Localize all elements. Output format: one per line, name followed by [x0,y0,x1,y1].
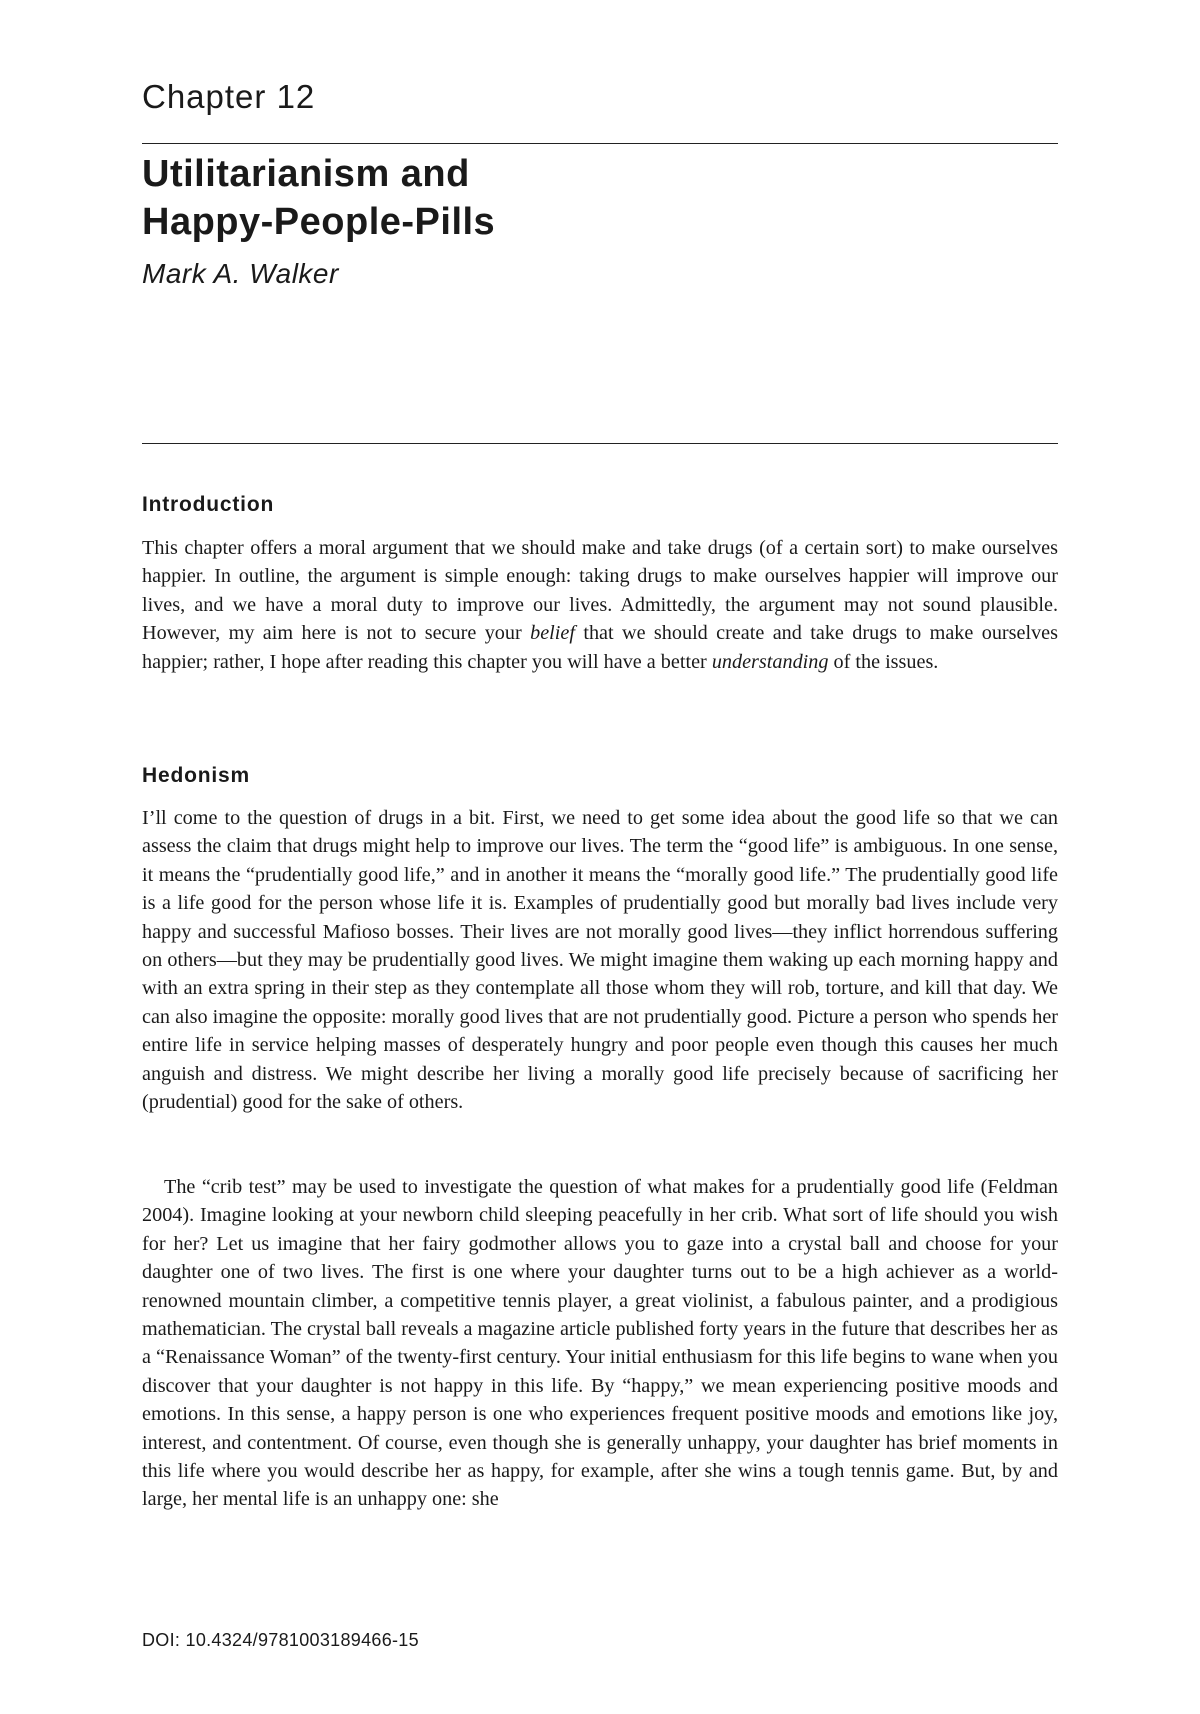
section-heading-introduction: Introduction [142,493,275,516]
intro-text-b: that we should create and take drugs to make ourselves happier; rather, I hope after reading this chapter you will have a better [142,622,1058,673]
chapter-label: Chapter 12 [142,78,316,115]
intro-text-c: of the issues. [828,650,939,673]
hedonism-paragraph-1: I’ll come to the question of drugs in a bit. First, we need to get some idea about the good life so that we can assess the claim that drugs might help to improve our lives. The term the “good life” is ambiguous. In one sense, it means the “prudentially good life,” and in another it means the “morally good life.” The prudentially good life is a life good for the person whose life it is. Examples of prudentially good but morally bad lives include very happy and successful Mafioso bosses. Their lives are not morally good lives—they inflict horrendous suffering on others—but they may be prudentially good lives. We might imagine them waking up each morning happy and with an extra spring in their step as they contemplate all those whom they will rob, torture, and kill that day. We can also imagine the opposite: morally good lives that are not prudentially good. Picture a person who spends her entire life in service helping masses of desperately hungry and poor people even though this causes her much anguish and distress. We might describe her living a morally good life precisely because of sacrificing her (prudential) good for the sake of others. [142,807,1058,1114]
document-page [142,0,1058,1714]
introduction-paragraph [142,534,1058,676]
hedonism-paragraph-2: The “crib test” may be used to investigate the question of what makes for a prudentially good life (Feldman 2004). Imagine looking at your newborn child sleeping peacefully in her crib. What sort of life should you wish for her? Let us imagine that her fairy godmother allows you to gaze into a crystal ball and choose for your daughter one of two lives. The first is one where your daughter turns out to be a high achiever as a world-renowned mountain climber, a competitive tennis player, a great violinist, a fabulous painter, and a prodigious mathematician. The crystal ball reveals a magazine article published forty years in the future that describes her as a “Renaissance Woman” of the twenty-first century. Your initial enthusiasm for this life begins to wane when you discover that your daughter is not happy in this life. By “happy,” we mean experiencing positive moods and emotions. In this sense, a happy person is one who experiences frequent positive moods and emotions like joy, interest, and contentment. Of course, even though she is generally unhappy, your daughter has brief moments in this life where you would describe her as happy, for example, after she wins a tough tennis game. But, by and large, her mental life is an unhappy one: she [142,1176,1058,1511]
intro-emphasis-understanding: understanding [711,650,829,673]
bottom-rule [142,443,1058,444]
author-name: Mark A. Walker [142,258,339,289]
top-rule [142,143,1058,144]
doi-footer: DOI: 10.4324/9781003189466-15 [142,1630,419,1650]
intro-text-a: This chapter offers a moral argument that we should make and take drugs (of a certain sort) to make ourselves happier. In outline, the argument is simple enough: taking drugs to make ourselves happier will improve our lives, and we have a moral duty to improve our lives. Admittedly, the argument may not sound plausible. However, my aim here is not to secure your [142,537,1058,645]
section-heading-hedonism: Hedonism [142,764,250,787]
chapter-title-line-2: Happy-People-Pills [142,201,496,243]
chapter-title [142,150,495,246]
chapter-title-line-1: Utilitarianism and [142,153,470,195]
intro-emphasis-belief: belief [530,622,575,645]
